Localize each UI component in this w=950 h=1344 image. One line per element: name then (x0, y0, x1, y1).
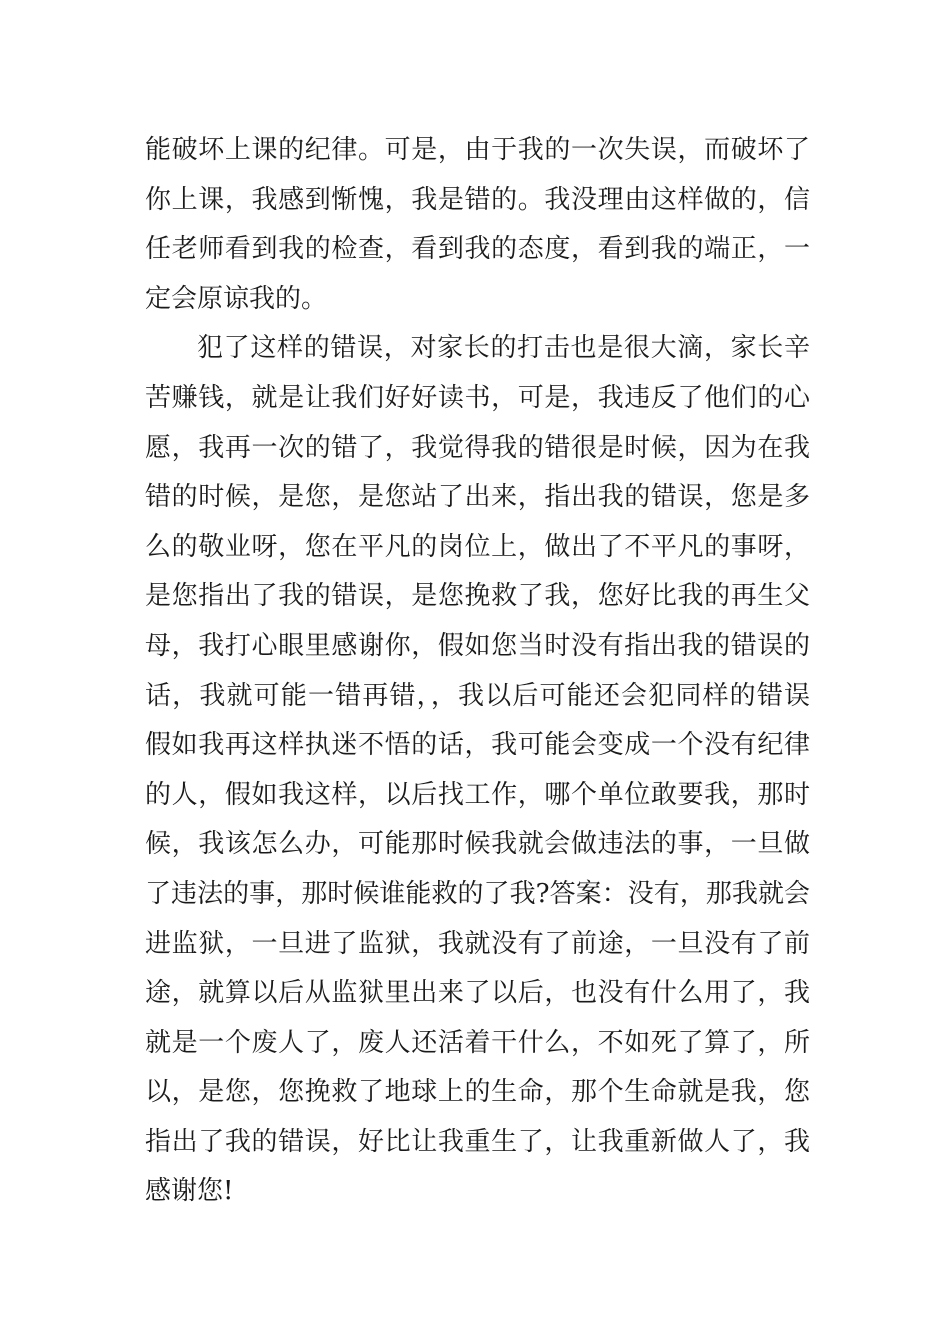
paragraph-line: 定会原谅我的。 (145, 283, 328, 314)
paragraph-line: 进监狱，一旦进了监狱，我就没有了前途，一旦没有了前 (145, 928, 810, 959)
paragraph-line: 任老师看到我的检查，看到我的态度，看到我的端正，一 (145, 234, 810, 265)
paragraph-line: 犯了这样的错误，对家长的打击也是很大滴，家长辛 (197, 333, 810, 364)
paragraph-line: 感谢您! (145, 1176, 234, 1207)
paragraph-line: 能破坏上课的纪律。可是，由于我的一次失误，而破坏了 (145, 135, 810, 165)
document-body (145, 126, 810, 1217)
paragraph-line: 的人，假如我这样，以后找工作，哪个单位敢要我，那时 (145, 779, 810, 810)
paragraph-line: 了违法的事，那时候谁能救的了我?答案：没有，那我就会 (145, 878, 810, 909)
paragraph-line: 假如我再这样执迷不悟的话，我可能会变成一个没有纪律 (145, 730, 810, 761)
paragraph-line: 途，就算以后从监狱里出来了以后，也没有什么用了，我 (145, 978, 810, 1009)
paragraph-line: 指出了我的错误，好比让我重生了，让我重新做人了，我 (145, 1126, 810, 1157)
paragraph-line: 母，我打心眼里感谢你，假如您当时没有指出我的错误的 (145, 630, 810, 661)
paragraph-line: 你上课，我感到惭愧，我是错的。我没理由这样做的，信 (145, 184, 810, 215)
paragraph-line: 就是一个废人了，废人还活着干什么，不如死了算了，所 (145, 1027, 810, 1058)
paragraph-line: 愿，我再一次的错了，我觉得我的错很是时候，因为在我 (145, 432, 810, 463)
paragraph-2 (145, 324, 810, 1217)
paragraph-line: 以，是您，您挽救了地球上的生命，那个生命就是我，您 (145, 1077, 810, 1108)
paragraph-line: 话，我就可能一错再错，，我以后可能还会犯同样的错误 (145, 680, 810, 711)
paragraph-line: 错的时候，是您，是您站了出来，指出我的错误，您是多 (145, 482, 810, 513)
paragraph-line: 是您指出了我的错误，是您挽救了我，您好比我的再生父 (145, 581, 810, 612)
paragraph-line: 苦赚钱，就是让我们好好读书，可是，我违反了他们的心 (145, 382, 810, 413)
paragraph-line: 么的敬业呀，您在平凡的岗位上，做出了不平凡的事呀， (145, 531, 810, 562)
paragraph-line: 候，我该怎么办，可能那时候我就会做违法的事，一旦做 (145, 829, 810, 860)
paragraph-1 (145, 126, 810, 324)
